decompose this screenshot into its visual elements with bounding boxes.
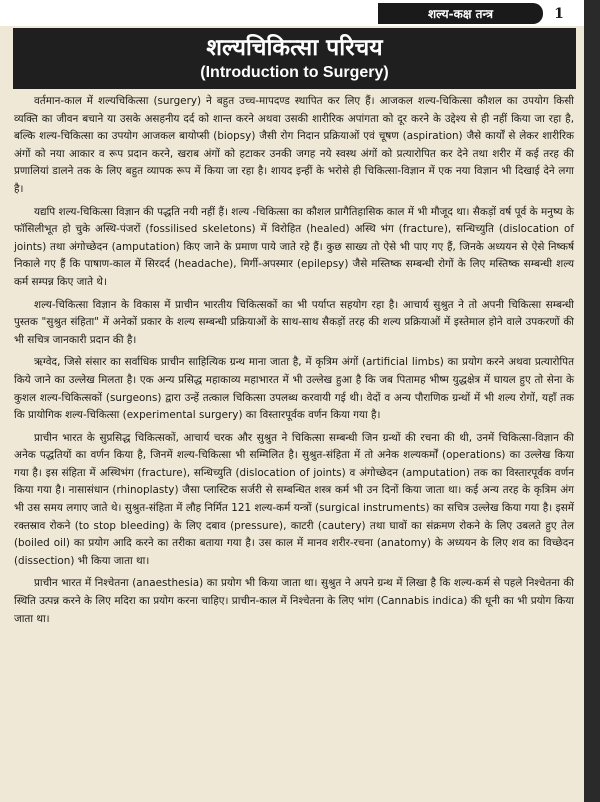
chapter-title-hindi: शल्यचिकित्सा परिचय [206,34,383,61]
top-bar [0,0,600,26]
page-edge-strip [584,0,600,802]
paragraph-4: ऋग्वेद, जिसे संसार का सर्वाधिक प्राचीन साहित्यिक ग्रन्थ माना जाता है, में कृत्रिम अंगों (artificial limbs) का प्रयोग करने अथवा प्रत्यारोपित किये जाने का उल्लेख मिलता है। एक अन्य प्रसिद्ध महाकाव्य महाभारत में भी उल्लेख हुआ है कि जब पितामह भीष्म युद्धक्षेत्र में घायल हुए तो सेना के कुशल शल्य-चिकित्सकों (surgeons) द्वारा उन्हें तत्काल चिकित्सा उपलब्ध करवायी गई थी। वेदों व अन्य पौराणिक ग्रन्थों में भी शल्य रोगों, यहाँ तक कि प्रायोगिक शल्य-चिकित्सा (experimental surgery) का विस्तारपूर्वक वर्णन किया गया है। [14,356,574,422]
page-number: 1 [554,5,564,22]
chapter-title-english: (Introduction to Surgery) [200,63,389,81]
paragraph-3: शल्य-चिकित्सा विज्ञान के विकास में प्राचीन भारतीय चिकित्सकों का भी पर्याप्त सहयोग रहा है। आचार्य सुश्रुत ने तो अपनी चिकित्सा सम्बन्धी पुस्तक "सुश्रुत संहिता" में अनेकों प्रकार के शल्य सम्बन्धी प्रक्रियाओं के साथ-साथ सैकड़ों तरह की शल्य प्रक्रियाओं में इस्तेमाल होने वाले उपकरणों की भी सचित्र जानकारी प्रदान की है। [14,298,574,346]
paragraph-6: प्राचीन भारत में निश्चेतना (anaesthesia) का प्रयोग भी किया जाता था। सुश्रुत ने अपने ग्रन्थ में लिखा है कि शल्य-कर्म से पहले निश्चेतना की स्थिति उत्पन्न करने के लिए मदिरा का प्रयोग करना चाहिए। प्राचीन-काल में निश्चेतना के लिए भांग (Cannabis indica) की धूनी का भी प्रयोग किया जाता था। [14,577,574,625]
running-header-title: शल्य-कक्ष तन्त्र [428,7,493,21]
paragraph-2: यद्यपि शल्य-चिकित्सा विज्ञान की पद्धति नयी नहीं हैं। शल्य -चिकित्सा का कौशल प्रागैतिहासिक काल में भी मौजूद था। सैकड़ों वर्ष पूर्व के मनुष्य के फॉसिलीभूत हो चुके अस्थि-पंजरों (fossilised skeletons) में विरोहित (healed) अस्थि भंग (fracture), सन्धिच्युति (dislocation of joints) तथा अंगोच्छेदन (amputation) किए जाने के प्रमाण पाये जाते रहे हैं। कुछ साख्य तो ऐसे भी पाए गए हैं, जिनके अध्ययन से ऐसे निष्कर्ष निकाले गए हैं कि पाषाण-काल में सिरदर्द (headache), मिर्गी-अपस्मार (epilepsy) जैसे मस्तिष्क सम्बन्धी रोगों के लिए मस्तिष्क सम्बन्धी शल्य कर्म सम्पन्न किए जाते थे। [14,205,574,288]
body-text [14,93,574,633]
title-banner [13,28,576,89]
paragraph-1: वर्तमान-काल में शल्यचिकित्सा (surgery) ने बहुत उच्च-मापदण्ड स्थापित कर लिए हैं। आजकल शल्य-चिकित्सा कौशल का उपयोग किसी व्यक्ति का जीवन बचाने या उसके असहनीय दर्द को शान्त करने अथवा उसकी शारीरिक अपांगता को दूर करने के उद्देश्य से ही नहीं किया जा रहा है, बल्कि शल्य-चिकित्सा का उपयोग आजकल बायोप्सी (biopsy) जैसी रोग निदान प्रक्रियाओं एवं चूषण (aspiration) जैसे कार्यों से लेकर शारीरिक अंगों को नया आकार व रूप प्रदान करने, खराब अंगों को हटाकर उनकी जगह नये स्वस्थ अंगों को प्रत्यारोपित कर देने तथा शरीर में कई तरह की प्रणालियां डालने तक के लिए बहुत व्यापक रूप में किया जा रहा है। शायद इन्हीं के भरोसे ही चिकित्सा-विज्ञान में एक नया विज्ञान भी दिखाई देने लगा है। [14,95,574,195]
paragraph-5: प्राचीन भारत के सुप्रसिद्ध चिकित्सकों, आचार्य चरक और सुश्रुत ने चिकित्सा सम्बन्धी जिन ग्रन्थों की रचना की थी, उनमें चिकित्सा-विज्ञान की अनेक पद्धतियों का वर्णन किया है, जिनमें शल्य-चिकित्सा भी सम्मिलित है। सुश्रुत-संहिता में तो अनेक शल्यकर्मों (operations) का उल्लेख किया गया है। इस संहिता में अस्थिभंग (fracture), सन्धिच्युति (dislocation of joints) व अंगोच्छेदन (amputation) तक का विस्तारपूर्वक वर्णन किया गया है। नासासंधान (rhinoplasty) जैसा प्लास्टिक सर्जरी से सम्बन्धित शस्त्र कर्म भी उन दिनों किया जाता था। कई अन्य तरह के कृत्रिम अंग भी उस समय लगाए जाते थे। सुश्रुत-संहिता में लौह निर्मित 121 शल्य-कर्म यन्त्रों (surgical instruments) का सचित्र उल्लेख किया गया है। इसमें रक्तस्राव रोकने (to stop bleeding) के लिए दबाव (pressure), काटरी (cautery) तथा घावों का संक्रमण रोकने के लिए उबलते हुए तेल (boiled oil) का प्रयोग आदि करने का तरीका बताया गया है। उस काल में मानव शरीर-रचना (anatomy) के अध्ययन के लिए शव का विच्छेदन (dissection) भी किया जाता था। [14,431,574,567]
running-header [378,3,543,24]
